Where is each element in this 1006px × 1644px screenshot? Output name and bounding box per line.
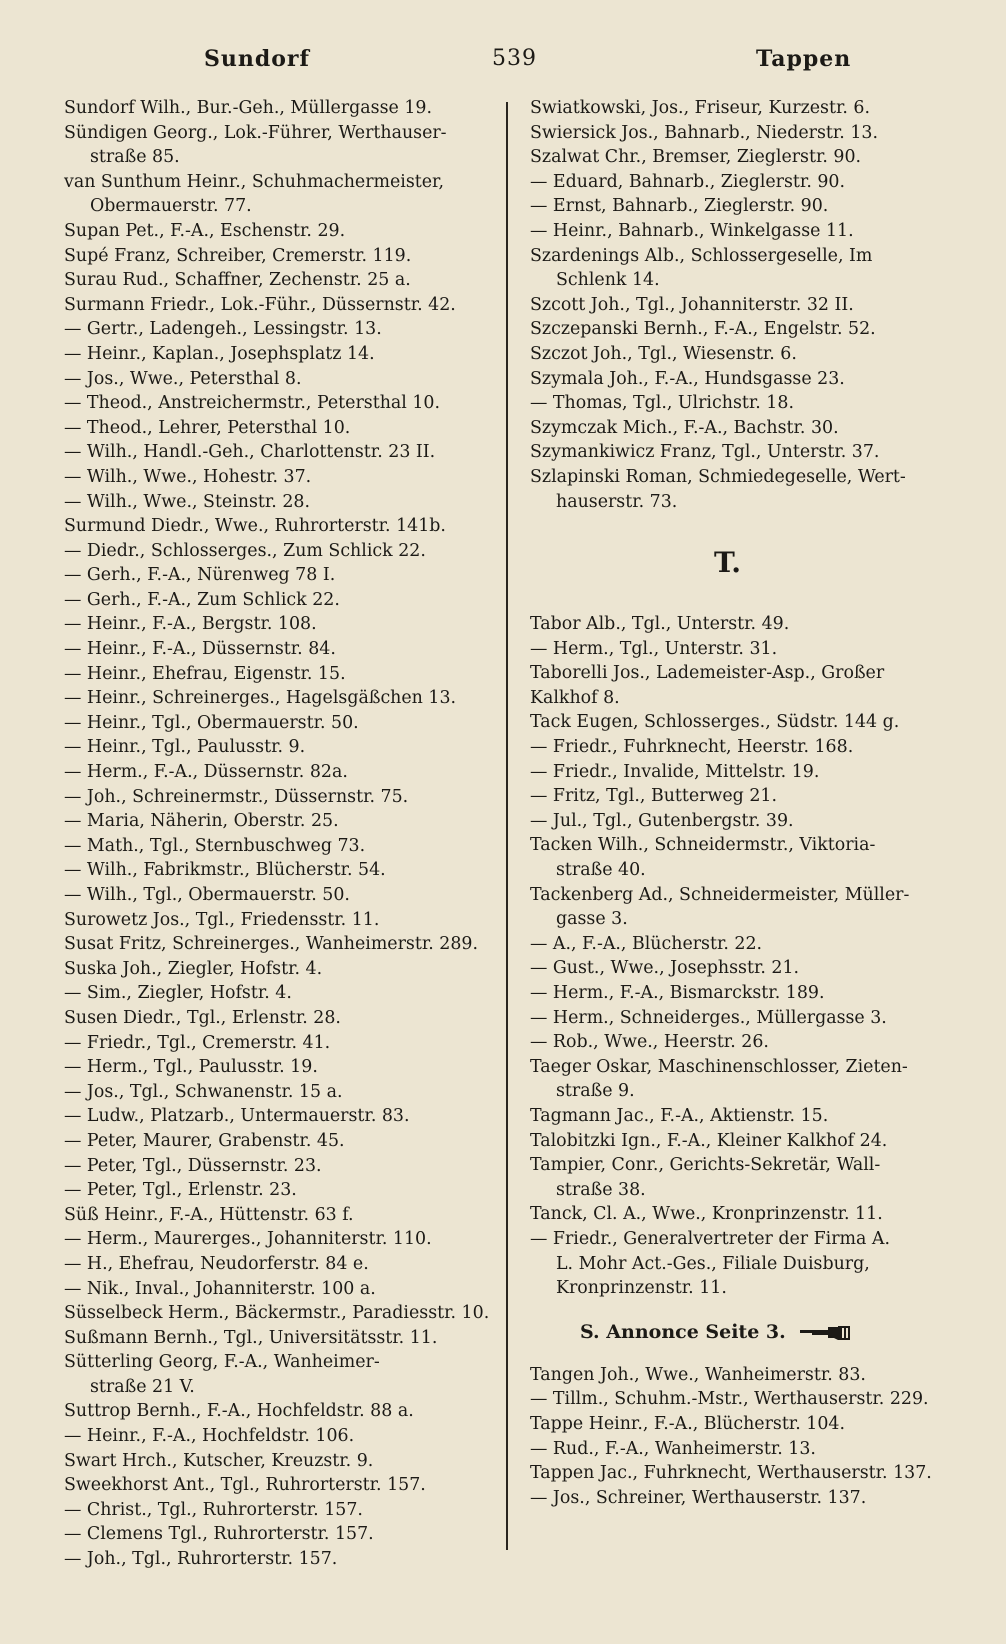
directory-entry-line: — Herm., Maurerges., Johanniterstr. 110.: [64, 1229, 432, 1250]
directory-entry-line: Süsselbeck Herm., Bäckermstr., Paradiesstr. 10.: [64, 1303, 490, 1324]
directory-entry-line: Taborelli Jos., Lademeister-Asp., Großer: [530, 663, 885, 684]
directory-entry-line: Talobitzki Ign., F.-A., Kleiner Kalkhof 24.: [530, 1130, 888, 1151]
directory-entry-line: Szczepanski Bernh., F.-A., Engelstr. 52.: [530, 319, 876, 340]
directory-entry-line: Tangen Joh., Wwe., Wanheimerstr. 83.: [530, 1364, 866, 1385]
directory-entry-line: Sundorf Wilh., Bur.-Geh., Müllergasse 19.: [64, 98, 432, 118]
directory-entry-line: Obermauerstr. 77.: [90, 196, 252, 217]
annonce-reference: [530, 1301, 970, 1363]
directory-entry-line: Suttrop Bernh., F.-A., Hochfeldstr. 88 a.: [64, 1401, 414, 1422]
directory-entry-line: Tappen Jac., Fuhrknecht, Werthauserstr. 137.: [530, 1463, 932, 1484]
directory-entry-line: Szardenings Alb., Schlossergeselle, Im: [530, 245, 873, 266]
page-number: 539: [492, 46, 537, 71]
directory-entry-line: — Gust., Wwe., Josephsstr. 21.: [530, 958, 800, 979]
directory-entry-line: Tabor Alb., Tgl., Unterstr. 49.: [530, 614, 790, 635]
directory-entry-line: — Nik., Inval., Johanniterstr. 100 a.: [64, 1278, 376, 1299]
directory-entry-line: L. Mohr Act.-Ges., Filiale Duisburg,: [556, 1253, 870, 1274]
directory-entry-line: — Herm., Schneiderges., Müllergasse 3.: [530, 1007, 887, 1028]
directory-entry-line: Surowetz Jos., Tgl., Friedensstr. 11.: [64, 909, 380, 930]
directory-entry-line: — Gertr., Ladengeh., Lessingstr. 13.: [64, 319, 382, 340]
directory-entry-line: — Jul., Tgl., Gutenbergstr. 39.: [530, 810, 794, 831]
directory-entry-line: — Rob., Wwe., Heerstr. 26.: [530, 1032, 769, 1053]
directory-entry-line: Surmann Friedr., Lok.-Führ., Düssernstr. 42.: [64, 294, 456, 315]
directory-entry-line: Suska Joh., Ziegler, Hofstr. 4.: [64, 958, 323, 979]
directory-entry-line: — Heinr., Bahnarb., Winkelgasse 11.: [530, 220, 854, 241]
directory-entry-line: — Heinr., F.-A., Hochfeldstr. 106.: [64, 1426, 355, 1447]
directory-entry-line: Tagmann Jac., F.-A., Aktienstr. 15.: [530, 1105, 829, 1126]
directory-entry-line: Szymankiwicz Franz, Tgl., Unterstr. 37.: [530, 442, 880, 463]
directory-entry-line: Swiatkowski, Jos., Friseur, Kurzestr. 6.: [530, 98, 870, 118]
directory-entry-line: Kalkhof 8.: [530, 687, 620, 708]
directory-entry-line: — Gerh., F.-A., Nürenweg 78 I.: [64, 565, 336, 586]
directory-entry-line: — Herm., F.-A., Bismarckstr. 189.: [530, 983, 825, 1003]
directory-entry-line: Susat Fritz, Schreinerges., Wanheimerstr. 289.: [64, 934, 479, 955]
directory-entry-line: — Ludw., Platzarb., Untermauerstr. 83.: [64, 1106, 410, 1127]
directory-entry-line: — H., Ehefrau, Neudorferstr. 84 e.: [64, 1253, 369, 1274]
directory-entry-line: — Wilh., Fabrikmstr., Blücherstr. 54.: [64, 860, 386, 881]
directory-entry-line: van Sunthum Heinr., Schuhmachermeister,: [64, 171, 444, 192]
directory-entry-line: Süß Heinr., F.-A., Hüttenstr. 63 f.: [64, 1204, 354, 1225]
annonce-text: S. Annonce Seite 3.: [580, 1320, 786, 1343]
directory-entry-line: — Wilh., Handl.-Geh., Charlottenstr. 23 II.: [64, 442, 436, 463]
directory-entry-line: Sußmann Bernh., Tgl., Universitätsstr. 11.: [64, 1327, 438, 1348]
directory-entry-line: Szlapinski Roman, Schmiedegeselle, Wert-: [530, 466, 906, 487]
directory-entry-line: — Wilh., Wwe., Hohestr. 37.: [64, 466, 312, 487]
directory-entry-line: — Math., Tgl., Sternbuschweg 73.: [64, 835, 366, 856]
directory-entry-line: straße 38.: [556, 1179, 646, 1200]
directory-entry-line: — Jos., Wwe., Petersthal 8.: [64, 368, 302, 389]
directory-entry-line: — Heinr., Tgl., Obermauerstr. 50.: [64, 712, 359, 733]
directory-entry-line: gasse 3.: [556, 909, 628, 930]
column-divider: [506, 102, 508, 1550]
directory-entry-line: — Ernst, Bahnarb., Zieglerstr. 90.: [530, 196, 829, 217]
directory-entry-line: — Friedr., Tgl., Cremerstr. 41.: [64, 1032, 331, 1053]
directory-entry-line: — Sim., Ziegler, Hofstr. 4.: [64, 983, 292, 1004]
directory-entry-line: — Fritz, Tgl., Butterweg 21.: [530, 786, 778, 807]
section-letter-heading: T.: [714, 546, 741, 580]
directory-entry-line: — Theod., Anstreichermstr., Petersthal 10.: [64, 393, 441, 414]
right-column-t-entries: [530, 612, 970, 1301]
right-column-s-entries: [530, 96, 970, 514]
directory-entry-line: — Herm., Tgl., Paulusstr. 19.: [64, 1057, 318, 1078]
directory-entry-line: Szczot Joh., Tgl., Wiesenstr. 6.: [530, 343, 797, 364]
directory-entry-line: — Heinr., Ehefrau, Eigenstr. 15.: [64, 663, 346, 684]
directory-entry-line: — Friedr., Invalide, Mittelstr. 19.: [530, 761, 820, 782]
directory-entry-line: — Friedr., Fuhrknecht, Heerstr. 168.: [530, 737, 854, 758]
directory-entry-line: — Christ., Tgl., Ruhrorterstr. 157.: [64, 1499, 363, 1520]
directory-entry-line: straße 85.: [90, 147, 180, 168]
directory-entry-line: Tacken Wilh., Schneidermstr., Viktoria-: [530, 835, 876, 856]
pointing-hand-icon: [798, 1324, 852, 1342]
directory-entry-line: straße 9.: [556, 1081, 635, 1102]
directory-entry-line: Schlenk 14.: [556, 270, 660, 291]
right-column-t-entries-continued: [530, 1363, 970, 1511]
header-left-keyword: Sundorf: [204, 46, 310, 72]
directory-entry-line: Sündigen Georg., Lok.-Führer, Werthauser-: [64, 122, 447, 143]
directory-entry-line: — Heinr., Kaplan., Josephsplatz 14.: [64, 343, 375, 364]
directory-entry-line: — Tillm., Schuhm.-Mstr., Werthauserstr. 229.: [530, 1389, 929, 1410]
header-right-keyword: Tappen: [756, 46, 852, 72]
directory-entry-line: — Gerh., F.-A., Zum Schlick 22.: [64, 589, 340, 610]
directory-entry-line: — Joh., Schreinermstr., Düssernstr. 75.: [64, 786, 409, 807]
directory-entry-line: Swart Hrch., Kutscher, Kreuzstr. 9.: [64, 1450, 374, 1471]
directory-entry-line: straße 40.: [556, 860, 646, 881]
page-header: [64, 46, 954, 80]
directory-entry-line: — Joh., Tgl., Ruhrorterstr. 157.: [64, 1549, 338, 1570]
directory-entry-line: Surau Rud., Schaffner, Zechenstr. 25 a.: [64, 270, 411, 291]
directory-entry-line: — Jos., Tgl., Schwanenstr. 15 a.: [64, 1081, 343, 1102]
directory-entry-line: Taeger Oskar, Maschinenschlosser, Zieten-: [530, 1056, 908, 1077]
directory-entry-line: Szcott Joh., Tgl., Johanniterstr. 32 II.: [530, 294, 854, 315]
directory-entry-line: — Herm., Tgl., Unterstr. 31.: [530, 638, 778, 659]
directory-entry-line: Susen Diedr., Tgl., Erlenstr. 28.: [64, 1007, 341, 1028]
directory-entry-line: — Rud., F.-A., Wanheimerstr. 13.: [530, 1438, 816, 1459]
directory-entry-line: — Theod., Lehrer, Petersthal 10.: [64, 417, 351, 438]
directory-entry-line: Tampier, Conr., Gerichts-Sekretär, Wall-: [530, 1155, 881, 1176]
directory-entry-line: Swiersick Jos., Bahnarb., Niederstr. 13.: [530, 122, 878, 143]
directory-entry-line: Tack Eugen, Schlosserges., Südstr. 144 g.: [530, 712, 900, 733]
left-column: [64, 96, 504, 1572]
directory-entry-line: Szymala Joh., F.-A., Hundsgasse 23.: [530, 368, 845, 389]
directory-entry-line: — Peter, Tgl., Erlenstr. 23.: [64, 1180, 297, 1201]
directory-entry-line: hauserstr. 73.: [556, 491, 678, 512]
directory-entry-line: — Maria, Näherin, Oberstr. 25.: [64, 811, 339, 832]
directory-entry-line: — Peter, Tgl., Düssernstr. 23.: [64, 1155, 322, 1176]
right-column: [530, 96, 970, 1510]
directory-entry-line: — Thomas, Tgl., Ulrichstr. 18.: [530, 393, 794, 414]
directory-entry-line: Sweekhorst Ant., Tgl., Ruhrorterstr. 157.: [64, 1475, 426, 1496]
directory-entry-line: Supan Pet., F.-A., Eschenstr. 29.: [64, 220, 346, 241]
directory-entry-line: — Wilh., Tgl., Obermauerstr. 50.: [64, 885, 350, 905]
directory-entry-line: — Peter, Maurer, Grabenstr. 45.: [64, 1130, 345, 1151]
directory-entry-line: Szymczak Mich., F.-A., Bachstr. 30.: [530, 417, 839, 438]
directory-entry-line: — Heinr., F.-A., Düssernstr. 84.: [64, 639, 336, 660]
directory-entry-line: — Wilh., Wwe., Steinstr. 28.: [64, 491, 311, 512]
directory-entry-line: — Heinr., Schreinerges., Hagelsgäßchen 13.: [64, 688, 457, 709]
directory-entry-line: — Friedr., Generalvertreter der Firma A.: [530, 1228, 891, 1249]
directory-entry-line: Supé Franz, Schreiber, Cremerstr. 119.: [64, 245, 412, 266]
directory-entry-line: Tackenberg Ad., Schneidermeister, Müller-: [530, 884, 910, 905]
directory-entry-line: Surmund Diedr., Wwe., Ruhrorterstr. 141b.: [64, 516, 446, 537]
directory-entry-line: — Jos., Schreiner, Werthauserstr. 137.: [530, 1487, 867, 1508]
directory-entry-line: — Heinr., Tgl., Paulusstr. 9.: [64, 737, 306, 758]
directory-entry-line: — Eduard, Bahnarb., Zieglerstr. 90.: [530, 171, 846, 192]
directory-entry-line: Tappe Heinr., F.-A., Blücherstr. 104.: [530, 1413, 845, 1434]
directory-entry-line: — Diedr., Schlosserges., Zum Schlick 22.: [64, 540, 426, 561]
directory-entry-line: — Heinr., F.-A., Bergstr. 108.: [64, 614, 317, 635]
directory-entry-line: Kronprinzenstr. 11.: [556, 1278, 727, 1299]
directory-entry-line: straße 21 V.: [90, 1376, 195, 1397]
directory-entry-line: — A., F.-A., Blücherstr. 22.: [530, 933, 763, 954]
directory-entry-line: Szalwat Chr., Bremser, Zieglerstr. 90.: [530, 147, 862, 168]
directory-entry-line: — Clemens Tgl., Ruhrorterstr. 157.: [64, 1524, 374, 1545]
directory-entry-line: Sütterling Georg, F.-A., Wanheimer-: [64, 1352, 380, 1373]
directory-entry-line: — Herm., F.-A., Düssernstr. 82a.: [64, 762, 348, 783]
directory-entry-line: Tanck, Cl. A., Wwe., Kronprinzenstr. 11.: [530, 1204, 883, 1225]
